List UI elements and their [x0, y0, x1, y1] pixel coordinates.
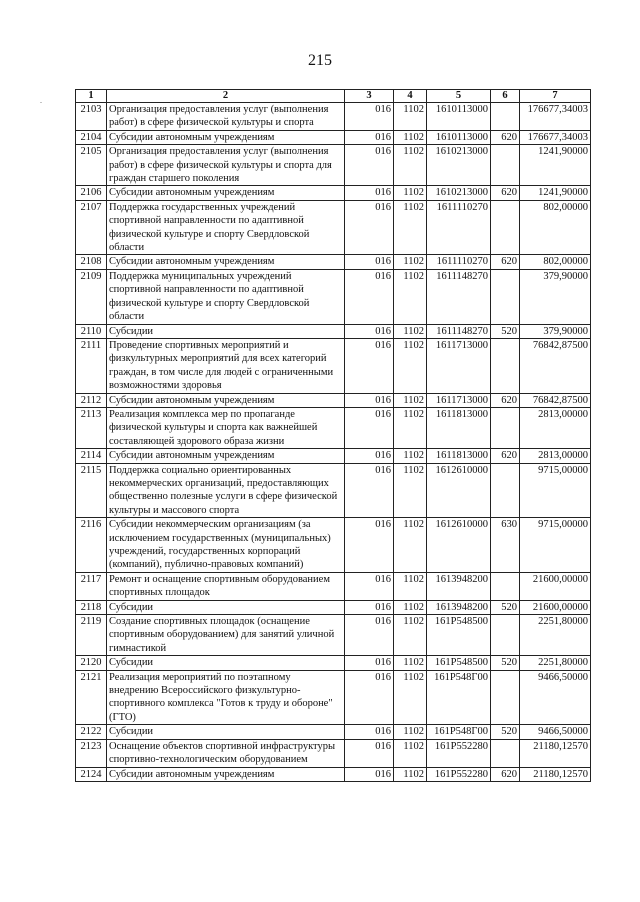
row-amount: 21600,00000: [520, 572, 591, 600]
row-name: Субсидии: [107, 600, 345, 614]
row-name: Субсидии автономным учреждениям: [107, 393, 345, 407]
row-target-article: 1611713000: [427, 393, 491, 407]
row-ministry-code: 016: [345, 407, 394, 448]
header-col-1: 1: [76, 90, 107, 103]
row-number: 2107: [76, 200, 107, 255]
table-row: [76, 656, 591, 670]
row-number: 2109: [76, 269, 107, 324]
row-name: Организация предоставления услуг (выполнения работ) в сфере физической культуры и спорта: [107, 103, 345, 131]
row-target-article: 1610213000: [427, 145, 491, 186]
row-target-article: 161P548500: [427, 615, 491, 656]
row-ministry-code: 016: [345, 518, 394, 573]
row-ministry-code: 016: [345, 269, 394, 324]
table-row: [76, 255, 591, 269]
row-amount: 176677,34003: [520, 103, 591, 131]
row-section-code: 1102: [394, 767, 427, 781]
row-expense-type: [491, 200, 520, 255]
row-amount: 2251,80000: [520, 656, 591, 670]
row-ministry-code: 016: [345, 739, 394, 767]
row-expense-type: 520: [491, 600, 520, 614]
row-amount: 76842,87500: [520, 338, 591, 393]
row-amount: 9466,50000: [520, 670, 591, 725]
row-target-article: 1613948200: [427, 572, 491, 600]
row-number: 2121: [76, 670, 107, 725]
row-ministry-code: 016: [345, 449, 394, 463]
row-target-article: 1611110270: [427, 200, 491, 255]
row-name: Субсидии автономным учреждениям: [107, 255, 345, 269]
table-row: [76, 615, 591, 656]
row-section-code: 1102: [394, 186, 427, 200]
row-name: Субсидии: [107, 725, 345, 739]
budget-table: [75, 89, 591, 782]
row-expense-type: [491, 145, 520, 186]
row-expense-type: [491, 338, 520, 393]
header-col-3: 3: [345, 90, 394, 103]
row-ministry-code: 016: [345, 186, 394, 200]
row-number: 2108: [76, 255, 107, 269]
row-number: 2114: [76, 449, 107, 463]
row-name: Создание спортивных площадок (оснащение спортивным оборудованием) для занятий уличной гимнастикой: [107, 615, 345, 656]
table-row: [76, 739, 591, 767]
row-ministry-code: 016: [345, 670, 394, 725]
row-number: 2105: [76, 145, 107, 186]
row-section-code: 1102: [394, 600, 427, 614]
row-expense-type: [491, 615, 520, 656]
row-name: Реализация мероприятий по поэтапному внедрению Всероссийского физкультурно-спортивного комплекса "Готов к труду и обороне" (ГТО): [107, 670, 345, 725]
row-target-article: 1611148270: [427, 269, 491, 324]
row-ministry-code: 016: [345, 145, 394, 186]
row-section-code: 1102: [394, 725, 427, 739]
row-expense-type: 520: [491, 656, 520, 670]
row-target-article: 161P548Г00: [427, 670, 491, 725]
table-row: [76, 338, 591, 393]
table-row: [76, 324, 591, 338]
row-target-article: 1611813000: [427, 407, 491, 448]
row-name: Субсидии: [107, 656, 345, 670]
row-expense-type: 620: [491, 767, 520, 781]
table-header: [76, 90, 591, 103]
row-name: Субсидии автономным учреждениям: [107, 186, 345, 200]
row-ministry-code: 016: [345, 393, 394, 407]
row-amount: 379,90000: [520, 269, 591, 324]
row-amount: 2251,80000: [520, 615, 591, 656]
row-section-code: 1102: [394, 103, 427, 131]
row-target-article: 1611713000: [427, 338, 491, 393]
row-expense-type: 630: [491, 518, 520, 573]
row-name: Субсидии: [107, 324, 345, 338]
row-number: 2106: [76, 186, 107, 200]
row-number: 2120: [76, 656, 107, 670]
table-row: [76, 407, 591, 448]
row-name: Субсидии некоммерческим организациям (за исключением государственных (муниципальных) учреждений, государственных корпораций (компаний), публично-правовых компаний): [107, 518, 345, 573]
row-amount: 2813,00000: [520, 407, 591, 448]
row-number: 2119: [76, 615, 107, 656]
table-row: [76, 572, 591, 600]
row-number: 2124: [76, 767, 107, 781]
row-number: 2117: [76, 572, 107, 600]
row-section-code: 1102: [394, 200, 427, 255]
row-ministry-code: 016: [345, 463, 394, 518]
row-section-code: 1102: [394, 463, 427, 518]
row-section-code: 1102: [394, 255, 427, 269]
row-ministry-code: 016: [345, 656, 394, 670]
row-section-code: 1102: [394, 324, 427, 338]
row-expense-type: 520: [491, 725, 520, 739]
header-row: [76, 90, 591, 103]
row-ministry-code: 016: [345, 324, 394, 338]
header-col-4: 4: [394, 90, 427, 103]
row-name: Поддержка муниципальных учреждений спортивной направленности по адаптивной физической культуре и спорту Свердловской области: [107, 269, 345, 324]
row-expense-type: 520: [491, 324, 520, 338]
row-expense-type: 620: [491, 393, 520, 407]
row-name: Субсидии автономным учреждениям: [107, 767, 345, 781]
row-section-code: 1102: [394, 393, 427, 407]
row-ministry-code: 016: [345, 255, 394, 269]
row-name: Поддержка социально ориентированных некоммерческих организаций, предоставляющих общественно полезные услуги в сфере физической культуры и массового спорта: [107, 463, 345, 518]
row-ministry-code: 016: [345, 338, 394, 393]
row-section-code: 1102: [394, 407, 427, 448]
row-name: Проведение спортивных мероприятий и физкультурных мероприятий для всех категорий граждан, в том числе для людей с ограниченными возможностями здоровья: [107, 338, 345, 393]
row-number: 2122: [76, 725, 107, 739]
table-row: [76, 767, 591, 781]
row-amount: 2813,00000: [520, 449, 591, 463]
row-section-code: 1102: [394, 269, 427, 324]
row-target-article: 1610213000: [427, 186, 491, 200]
margin-mark: .: [40, 96, 42, 105]
row-ministry-code: 016: [345, 767, 394, 781]
row-name: Реализация комплекса мер по пропаганде физической культуры и спорта как важнейшей составляющей здорового образа жизни: [107, 407, 345, 448]
row-expense-type: 620: [491, 255, 520, 269]
table-row: [76, 130, 591, 144]
row-section-code: 1102: [394, 145, 427, 186]
row-target-article: 1611148270: [427, 324, 491, 338]
row-ministry-code: 016: [345, 103, 394, 131]
row-ministry-code: 016: [345, 200, 394, 255]
table-row: [76, 393, 591, 407]
table-row: [76, 518, 591, 573]
row-number: 2111: [76, 338, 107, 393]
row-expense-type: [491, 463, 520, 518]
table-row: [76, 186, 591, 200]
table-row: [76, 670, 591, 725]
table-row: [76, 725, 591, 739]
header-col-2: 2: [107, 90, 345, 103]
table-row: [76, 145, 591, 186]
row-target-article: 1610113000: [427, 130, 491, 144]
row-expense-type: 620: [491, 130, 520, 144]
table-row: [76, 269, 591, 324]
row-target-article: 1611110270: [427, 255, 491, 269]
table-row: [76, 449, 591, 463]
row-number: 2110: [76, 324, 107, 338]
row-ministry-code: 016: [345, 725, 394, 739]
row-expense-type: [491, 572, 520, 600]
row-amount: 21600,00000: [520, 600, 591, 614]
row-amount: 1241,90000: [520, 145, 591, 186]
row-amount: 379,90000: [520, 324, 591, 338]
row-amount: 1241,90000: [520, 186, 591, 200]
row-name: Поддержка государственных учреждений спортивной направленности по адаптивной физической культуре и спорту Свердловской области: [107, 200, 345, 255]
row-section-code: 1102: [394, 670, 427, 725]
row-section-code: 1102: [394, 130, 427, 144]
row-name: Организация предоставления услуг (выполнения работ) в сфере физической культуры и спорта для граждан старшего поколения: [107, 145, 345, 186]
row-section-code: 1102: [394, 615, 427, 656]
row-target-article: 161P548500: [427, 656, 491, 670]
row-name: Оснащение объектов спортивной инфраструктуры спортивно-технологическим оборудованием: [107, 739, 345, 767]
row-target-article: 1613948200: [427, 600, 491, 614]
row-section-code: 1102: [394, 518, 427, 573]
table-row: [76, 463, 591, 518]
row-amount: 176677,34003: [520, 130, 591, 144]
row-target-article: 1612610000: [427, 463, 491, 518]
row-section-code: 1102: [394, 739, 427, 767]
row-ministry-code: 016: [345, 600, 394, 614]
row-number: 2104: [76, 130, 107, 144]
row-amount: 9466,50000: [520, 725, 591, 739]
table-body: [76, 103, 591, 782]
table-row: [76, 200, 591, 255]
row-ministry-code: 016: [345, 130, 394, 144]
row-target-article: 1611813000: [427, 449, 491, 463]
row-expense-type: [491, 670, 520, 725]
row-number: 2103: [76, 103, 107, 131]
row-expense-type: [491, 407, 520, 448]
row-expense-type: [491, 739, 520, 767]
table-row: [76, 103, 591, 131]
row-section-code: 1102: [394, 572, 427, 600]
row-amount: 802,00000: [520, 200, 591, 255]
header-col-6: 6: [491, 90, 520, 103]
row-name: Субсидии автономным учреждениям: [107, 130, 345, 144]
row-section-code: 1102: [394, 449, 427, 463]
row-amount: 21180,12570: [520, 739, 591, 767]
row-expense-type: 620: [491, 449, 520, 463]
header-col-5: 5: [427, 90, 491, 103]
row-amount: 21180,12570: [520, 767, 591, 781]
row-number: 2115: [76, 463, 107, 518]
row-amount: 76842,87500: [520, 393, 591, 407]
header-col-7: 7: [520, 90, 591, 103]
table-row: [76, 600, 591, 614]
row-target-article: 161P552280: [427, 739, 491, 767]
row-section-code: 1102: [394, 656, 427, 670]
row-amount: 802,00000: [520, 255, 591, 269]
row-amount: 9715,00000: [520, 518, 591, 573]
row-number: 2123: [76, 739, 107, 767]
page-number: 215: [308, 52, 332, 69]
row-number: 2116: [76, 518, 107, 573]
row-name: Субсидии автономным учреждениям: [107, 449, 345, 463]
row-expense-type: [491, 103, 520, 131]
row-number: 2113: [76, 407, 107, 448]
row-ministry-code: 016: [345, 615, 394, 656]
row-expense-type: [491, 269, 520, 324]
row-expense-type: 620: [491, 186, 520, 200]
row-target-article: 1610113000: [427, 103, 491, 131]
row-number: 2118: [76, 600, 107, 614]
row-number: 2112: [76, 393, 107, 407]
row-amount: 9715,00000: [520, 463, 591, 518]
row-target-article: 161P548Г00: [427, 725, 491, 739]
row-target-article: 1612610000: [427, 518, 491, 573]
row-ministry-code: 016: [345, 572, 394, 600]
row-target-article: 161P552280: [427, 767, 491, 781]
row-section-code: 1102: [394, 338, 427, 393]
row-name: Ремонт и оснащение спортивным оборудованием спортивных площадок: [107, 572, 345, 600]
